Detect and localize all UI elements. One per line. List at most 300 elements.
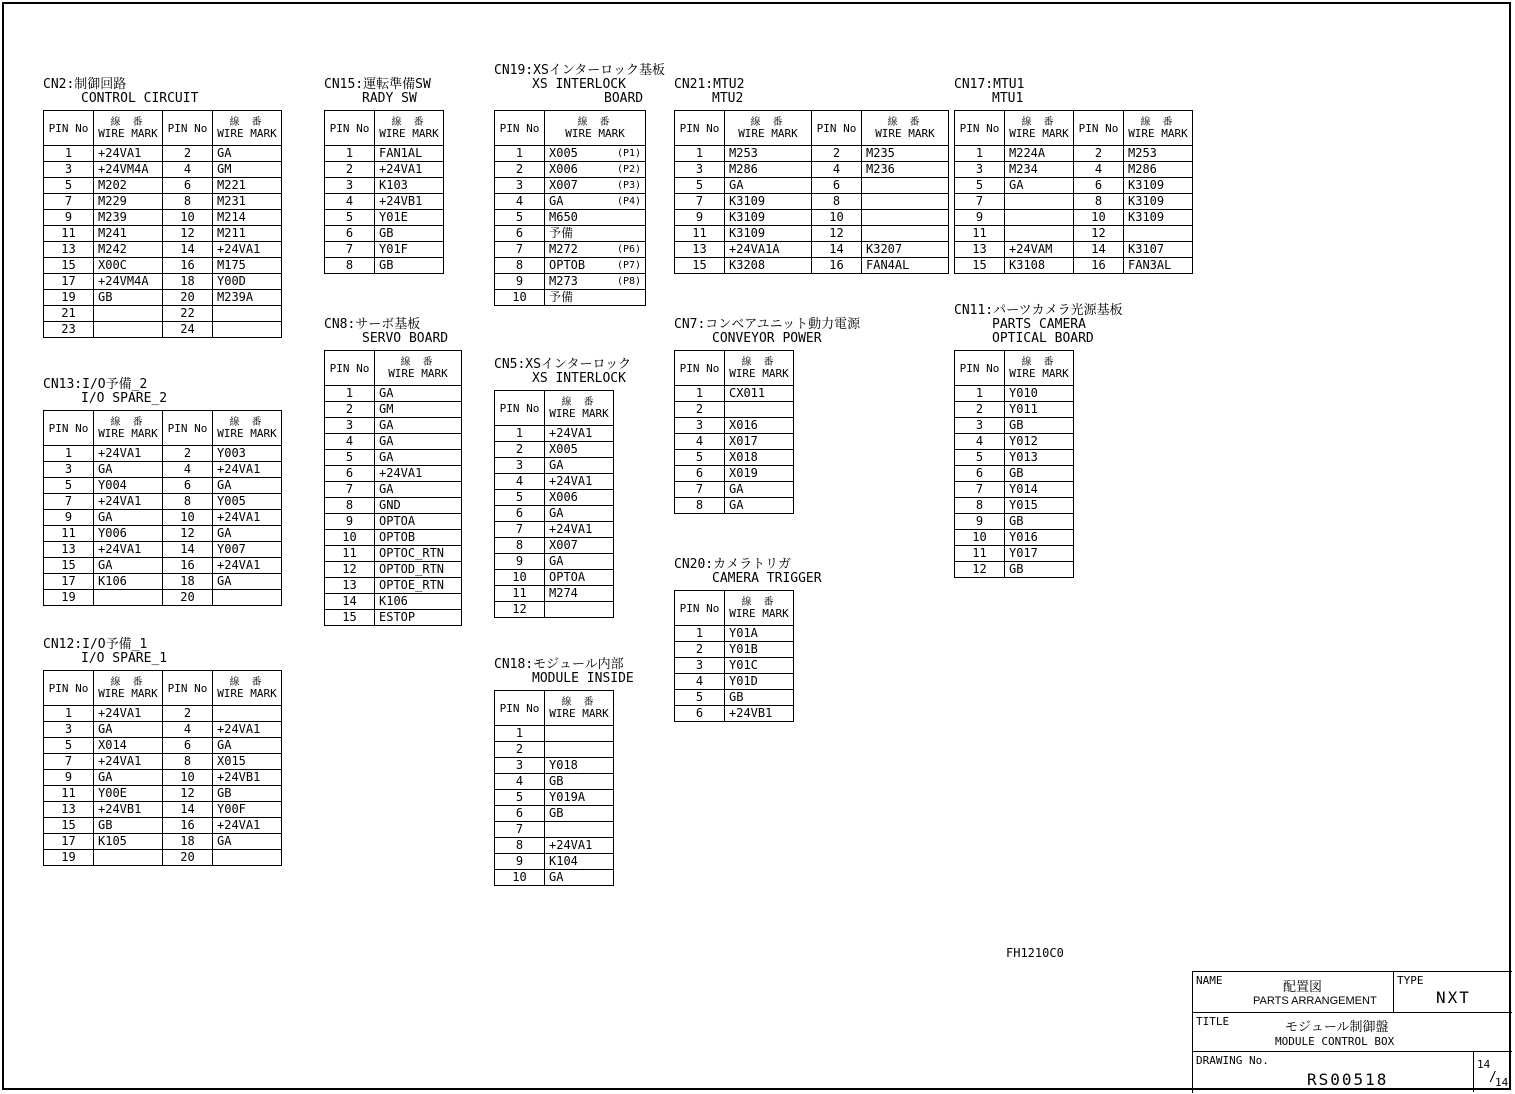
wire-mark: +24VB1 [213,770,282,786]
wire-mark: GA [545,554,614,570]
wire-mark: M650 [545,210,614,226]
pin-number: 4 [675,434,725,450]
wire-mark-header-jp: 線 番 [110,417,146,428]
pin-note: (P6) [613,242,646,258]
header-row [675,591,794,626]
wire-mark: GB [545,774,614,790]
pin-number: 1 [675,386,725,402]
wire-mark-header-jp: 線 番 [577,117,613,128]
wire-mark: Y015 [1005,498,1074,514]
pin-number: 15 [325,610,375,626]
table-row [955,498,1074,514]
wire-mark: X007 [545,178,614,194]
pin-number: 14 [163,802,213,818]
wire-mark [94,590,163,606]
pin-number: 7 [955,482,1005,498]
pin-number: 24 [163,322,213,338]
pin-note: (P8) [613,274,646,290]
connector-title-jp: CN12:I/O予備_1 [43,637,148,652]
connector-caption [43,638,282,666]
wire-mark: Y014 [1005,482,1074,498]
wire-mark-header-jp: 線 番 [741,357,777,368]
wire-mark-header-en: WIRE MARK [217,427,277,440]
table-row [44,210,282,226]
wire-mark: Y004 [94,478,163,494]
wire-mark-header [375,111,444,146]
pin-number: 1 [495,426,545,442]
pin-number: 15 [44,258,94,274]
wire-mark-header-en: WIRE MARK [1009,127,1069,140]
wire-mark: Y005 [213,494,282,510]
wire-mark-header-jp: 線 番 [1021,117,1057,128]
wire-mark-header [1005,351,1074,386]
table-row [44,478,282,494]
pin-number: 3 [325,178,375,194]
drawing-label: DRAWING No. [1196,1054,1269,1067]
wire-mark: GB [1005,418,1074,434]
connector-title-en: XS INTERLOCK [532,77,626,92]
pin-number: 4 [675,674,725,690]
pin-number: 20 [163,850,213,866]
wire-mark: GND [375,498,462,514]
drawing-number: RS00518 [1307,1070,1389,1089]
pin-number: 16 [163,818,213,834]
pin-table [43,110,282,338]
connector-title-en: CONTROL CIRCUIT [81,91,199,106]
table-row [955,450,1074,466]
table-row [495,242,646,258]
pin-number: 13 [955,242,1005,258]
wire-mark: K103 [375,178,444,194]
wire-mark-header-jp: 線 番 [229,117,265,128]
table-row [955,146,1193,162]
wire-mark: X006 [545,162,614,178]
wire-mark: GA [94,510,163,526]
wire-mark: GA [545,194,614,210]
pin-note: (P4) [613,194,646,210]
connector-cn11 [954,304,1123,578]
pin-number: 5 [325,210,375,226]
pin-table [674,110,949,274]
table-row [44,510,282,526]
wire-mark: M229 [94,194,163,210]
wire-mark: K3208 [725,258,812,274]
wire-mark: GA [94,770,163,786]
wire-mark [94,850,163,866]
wire-mark: Y016 [1005,530,1074,546]
pin-number: 22 [163,306,213,322]
wire-mark [545,822,614,838]
wire-mark: GA [213,738,282,754]
wire-mark: +24VA1 [213,722,282,738]
table-row [495,758,614,774]
pin-no-header: PIN No [44,111,94,146]
connector-cn20 [674,558,822,722]
wire-mark: GA [94,558,163,574]
table-row [675,642,794,658]
header-row [675,351,794,386]
table-row [44,162,282,178]
wire-mark-header-en: WIRE MARK [217,687,277,700]
table-row [325,162,444,178]
table-row [675,402,794,418]
header-row [325,111,444,146]
connector-cn13 [43,378,282,606]
pin-number: 9 [675,210,725,226]
wire-mark [862,194,949,210]
table-row [675,226,949,242]
pin-number: 17 [44,834,94,850]
wire-mark: X017 [725,434,794,450]
wire-mark: FAN3AL [1124,258,1193,274]
pin-number: 3 [955,418,1005,434]
wire-mark: FAN1AL [375,146,444,162]
wire-mark: GA [375,418,462,434]
wire-mark: +24VA1 [375,466,462,482]
wire-mark: GA [213,526,282,542]
wire-mark: OPTOA [375,514,462,530]
table-row [495,822,614,838]
pin-number: 14 [812,242,862,258]
wire-mark [1124,226,1193,242]
table-row [495,226,646,242]
pin-number: 11 [325,546,375,562]
pin-note [613,210,646,226]
table-row [955,434,1074,450]
wire-mark: +24VAM [1005,242,1074,258]
table-row [675,450,794,466]
wire-mark-header [375,351,462,386]
pin-number: 15 [44,558,94,574]
wire-mark-header-en: WIRE MARK [729,607,789,620]
table-row [495,602,614,618]
pin-number: 7 [495,822,545,838]
pin-number: 5 [44,178,94,194]
pin-number: 1 [955,386,1005,402]
header-row [44,411,282,446]
pin-number: 12 [163,786,213,802]
table-row [44,526,282,542]
pin-number: 6 [163,738,213,754]
pin-number: 7 [44,194,94,210]
wire-mark: GA [213,834,282,850]
header-row [495,391,614,426]
table-row [44,146,282,162]
pin-number: 4 [812,162,862,178]
wire-mark: +24VB1 [375,194,444,210]
pin-number: 18 [163,834,213,850]
pin-no-header: PIN No [812,111,862,146]
table-row [495,426,614,442]
wire-mark-header-jp: 線 番 [110,117,146,128]
wire-mark: +24VA1 [213,510,282,526]
pin-number: 12 [163,226,213,242]
table-row [955,386,1074,402]
wire-mark: GB [213,786,282,802]
pin-number: 9 [44,210,94,226]
wire-mark: K106 [375,594,462,610]
type-value: NXT [1436,988,1471,1007]
pin-number: 6 [812,178,862,194]
pin-number: 6 [675,466,725,482]
connector-title-en: PARTS CAMERA [992,317,1086,332]
pin-no-header: PIN No [163,411,213,446]
pin-number: 6 [955,466,1005,482]
connector-cn8 [324,318,462,626]
table-row [44,274,282,290]
table-row [44,590,282,606]
table-row [495,774,614,790]
connector-title-jp: CN5:XSインターロック [494,357,632,372]
wire-mark: +24VB1 [725,706,794,722]
pin-table [43,670,282,866]
pin-number: 8 [495,838,545,854]
connector-title-jp: CN21:MTU2 [674,77,745,92]
wire-mark-header-en: WIRE MARK [379,127,439,140]
connector-caption [324,318,462,346]
pin-table [674,590,794,722]
pin-number: 12 [325,562,375,578]
table-row [44,802,282,818]
wire-mark: +24VA1 [213,462,282,478]
wire-mark: OPTOC_RTN [375,546,462,562]
pin-no-header: PIN No [495,691,545,726]
pin-number: 8 [325,258,375,274]
wire-mark: M242 [94,242,163,258]
wire-mark: Y01D [725,674,794,690]
header-row [495,691,614,726]
wire-mark: GA [545,458,614,474]
title-label: TITLE [1196,1015,1230,1028]
pin-number: 6 [495,506,545,522]
wire-mark: M175 [213,258,282,274]
wire-mark: Y003 [213,446,282,462]
table-row [325,466,462,482]
pin-number: 5 [495,210,545,226]
wire-mark: GB [1005,562,1074,578]
pin-number: 4 [163,722,213,738]
table-row [495,742,614,758]
pin-number: 5 [955,178,1005,194]
table-row [325,482,462,498]
connector-title-en: CAMERA TRIGGER [712,571,822,586]
drawing-code: FH1210C0 [1006,946,1064,960]
wire-mark: OPTOE_RTN [375,578,462,594]
wire-mark-header [213,411,282,446]
pin-no-header: PIN No [495,391,545,426]
pin-number: 5 [955,450,1005,466]
table-row [955,226,1193,242]
wire-mark [213,706,282,722]
wire-mark: +24VA1 [94,494,163,510]
pin-number: 8 [163,194,213,210]
pin-number: 20 [163,590,213,606]
header-row [44,111,282,146]
pin-no-header: PIN No [955,111,1005,146]
wire-mark: M231 [213,194,282,210]
table-row [495,554,614,570]
table-row [675,146,949,162]
pin-number: 1 [495,146,545,162]
pin-number: 16 [1074,258,1124,274]
wire-mark-header-en: WIRE MARK [565,127,625,140]
wire-mark [545,726,614,742]
table-row [325,498,462,514]
pin-number: 8 [495,258,545,274]
wire-mark: M239 [94,210,163,226]
wire-mark: GA [375,434,462,450]
pin-number: 1 [44,446,94,462]
table-row [44,226,282,242]
sheet-slash: / [1489,1070,1497,1085]
wire-mark: Y019A [545,790,614,806]
pin-number: 10 [163,210,213,226]
table-row [675,434,794,450]
pin-number: 10 [163,510,213,526]
wire-mark: +24VM4A [94,274,163,290]
pin-number: 1 [325,386,375,402]
connector-caption [954,78,1193,106]
name-en: PARTS ARRANGEMENT [1253,995,1377,1007]
wire-mark: M214 [213,210,282,226]
pin-note: (P7) [613,258,646,274]
connector-title-jp: CN11:パーツカメラ光源基板 [954,303,1123,318]
pin-number: 12 [163,526,213,542]
connector-title-en: I/O SPARE_2 [81,391,168,406]
wire-mark: M211 [213,226,282,242]
table-row [495,210,646,226]
table-row [955,258,1193,274]
wire-mark-header-jp: 線 番 [229,417,265,428]
table-row [675,162,949,178]
wire-mark: M272 [545,242,614,258]
wire-mark: M234 [1005,162,1074,178]
table-row [495,726,614,742]
pin-number: 9 [955,514,1005,530]
wire-mark: OPTOB [545,258,614,274]
wire-mark: +24VA1 [545,426,614,442]
wire-mark-header [725,111,812,146]
title-en: MODULE CONTROL BOX [1275,1035,1395,1048]
table-row [44,706,282,722]
pin-number: 6 [1074,178,1124,194]
pin-number: 11 [955,546,1005,562]
pin-number: 9 [955,210,1005,226]
pin-number: 14 [325,594,375,610]
table-row [675,498,794,514]
pin-number: 1 [44,706,94,722]
sheet-total: 14 [1495,1076,1509,1089]
pin-number: 8 [163,494,213,510]
table-row [675,482,794,498]
pin-number: 5 [325,450,375,466]
table-row [675,242,949,258]
pin-number: 3 [44,722,94,738]
table-row [325,578,462,594]
pin-number: 19 [44,590,94,606]
wire-mark: K106 [94,574,163,590]
wire-mark: K3109 [725,226,812,242]
pin-number: 2 [163,446,213,462]
table-row [955,482,1074,498]
wire-mark: Y00D [213,274,282,290]
pin-number: 2 [955,402,1005,418]
pin-number: 13 [675,242,725,258]
connector-title-en2: OPTICAL BOARD [992,331,1094,346]
pin-number: 8 [495,538,545,554]
wire-mark: ESTOP [375,610,462,626]
pin-no-header: PIN No [44,671,94,706]
pin-number: 7 [325,482,375,498]
pin-table [954,110,1193,274]
wire-mark: GB [94,290,163,306]
table-row [44,322,282,338]
wire-mark: GA [725,178,812,194]
table-row [495,790,614,806]
connector-cn7 [674,318,860,514]
wire-mark-header-jp: 線 番 [561,397,597,408]
table-row [675,674,794,690]
connector-caption [494,64,665,106]
pin-number: 3 [495,178,545,194]
pin-number: 11 [675,226,725,242]
pin-no-header: PIN No [675,351,725,386]
wire-mark: +24VM4A [94,162,163,178]
pin-number: 9 [325,514,375,530]
connector-caption [494,358,631,386]
pin-number: 2 [812,146,862,162]
pin-no-header: PIN No [675,591,725,626]
table-row [44,770,282,786]
table-row [675,706,794,722]
pin-number: 2 [495,742,545,758]
table-row [325,386,462,402]
table-row [955,466,1074,482]
wire-mark-header-en: WIRE MARK [98,427,158,440]
pin-number: 7 [325,242,375,258]
wire-mark-header [94,111,163,146]
wire-mark-header-jp: 線 番 [1140,117,1176,128]
table-row [495,490,614,506]
pin-number: 2 [675,402,725,418]
table-row [44,558,282,574]
wire-mark-header [213,111,282,146]
wire-mark: K104 [545,854,614,870]
wire-mark-header-jp: 線 番 [229,677,265,688]
wire-mark: +24VA1 [545,838,614,854]
connector-cn19 [494,64,665,306]
title-block [1192,971,1512,1093]
pin-number: 4 [495,774,545,790]
wire-mark: GB [375,226,444,242]
table-row [44,786,282,802]
pin-number: 23 [44,322,94,338]
title-jp: モジュール制御盤 [1285,1020,1389,1035]
pin-table [674,350,794,514]
wire-mark: +24VA1 [213,558,282,574]
pin-table [494,690,614,886]
header-row [675,111,949,146]
wire-mark: Y01E [375,210,444,226]
table-row [325,434,462,450]
pin-number: 13 [44,542,94,558]
wire-mark: 予備 [545,226,614,242]
connector-title-jp: CN7:コンベアユニット動力電源 [674,317,861,332]
table-row [44,194,282,210]
pin-number: 14 [1074,242,1124,258]
connector-title-en: I/O SPARE_1 [81,651,168,666]
table-row [495,258,646,274]
